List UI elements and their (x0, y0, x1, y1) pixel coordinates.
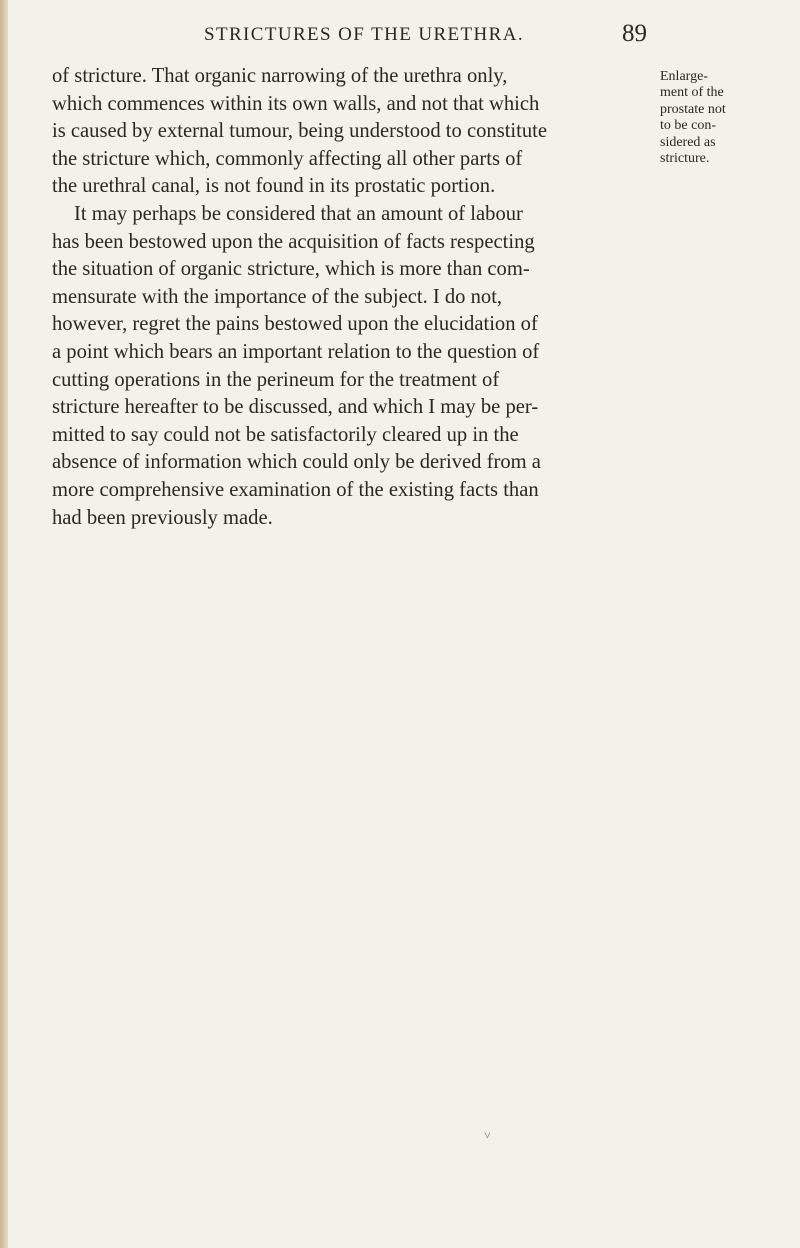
text-line: cutting operations in the perineum for the treatment of (52, 368, 500, 391)
text-line: a point which bears an important relation to the question of (52, 340, 540, 363)
page-gutter-shadow (0, 0, 8, 1248)
running-title: STRICTURES OF THE URETHRA. (204, 24, 525, 45)
margin-note-line: stricture. (660, 150, 710, 166)
text-line: the situation of organic stricture, which is more than com- (52, 258, 530, 281)
text-line: the stricture which, commonly affecting all other parts of (52, 147, 523, 170)
text-line: absence of information which could only be derived from a (52, 451, 541, 474)
margin-note-line: to be con- (660, 118, 716, 134)
text-line: mitted to say could not be satisfactorily cleared up in the (52, 423, 519, 446)
text-line: It may perhaps be considered that an amount of labour (74, 202, 523, 225)
text-line: more comprehensive examination of the existing facts than (52, 478, 539, 501)
text-line: however, regret the pains bestowed upon the elucidation of (52, 313, 538, 336)
margin-note-line: prostate not (660, 101, 726, 117)
margin-note-line: ment of the (660, 85, 724, 101)
text-line: mensurate with the importance of the subject. I do not, (52, 285, 503, 308)
margin-note-line: Enlarge- (660, 69, 708, 84)
stray-pen-mark: ˅ (484, 1128, 491, 1142)
text-line: of stricture. That organic narrowing of the urethra only, (52, 65, 508, 87)
page-number: 89 (622, 20, 647, 47)
text-line: is caused by external tumour, being understood to constitute (52, 120, 548, 143)
text-line: has been bestowed upon the acquisition of facts respecting (52, 230, 535, 253)
book-page (8, 0, 800, 1248)
text-line: stricture hereafter to be discussed, and which I may be per- (52, 396, 539, 419)
text-line: had been previously made. (52, 506, 273, 529)
text-line: the urethral canal, is not found in its prostatic portion. (52, 175, 496, 198)
margin-note-line: sidered as (660, 134, 716, 150)
margin-note (660, 69, 796, 167)
running-head (8, 20, 800, 50)
text-line: which commences within its own walls, and not that which (52, 92, 540, 115)
body-text (52, 63, 672, 532)
